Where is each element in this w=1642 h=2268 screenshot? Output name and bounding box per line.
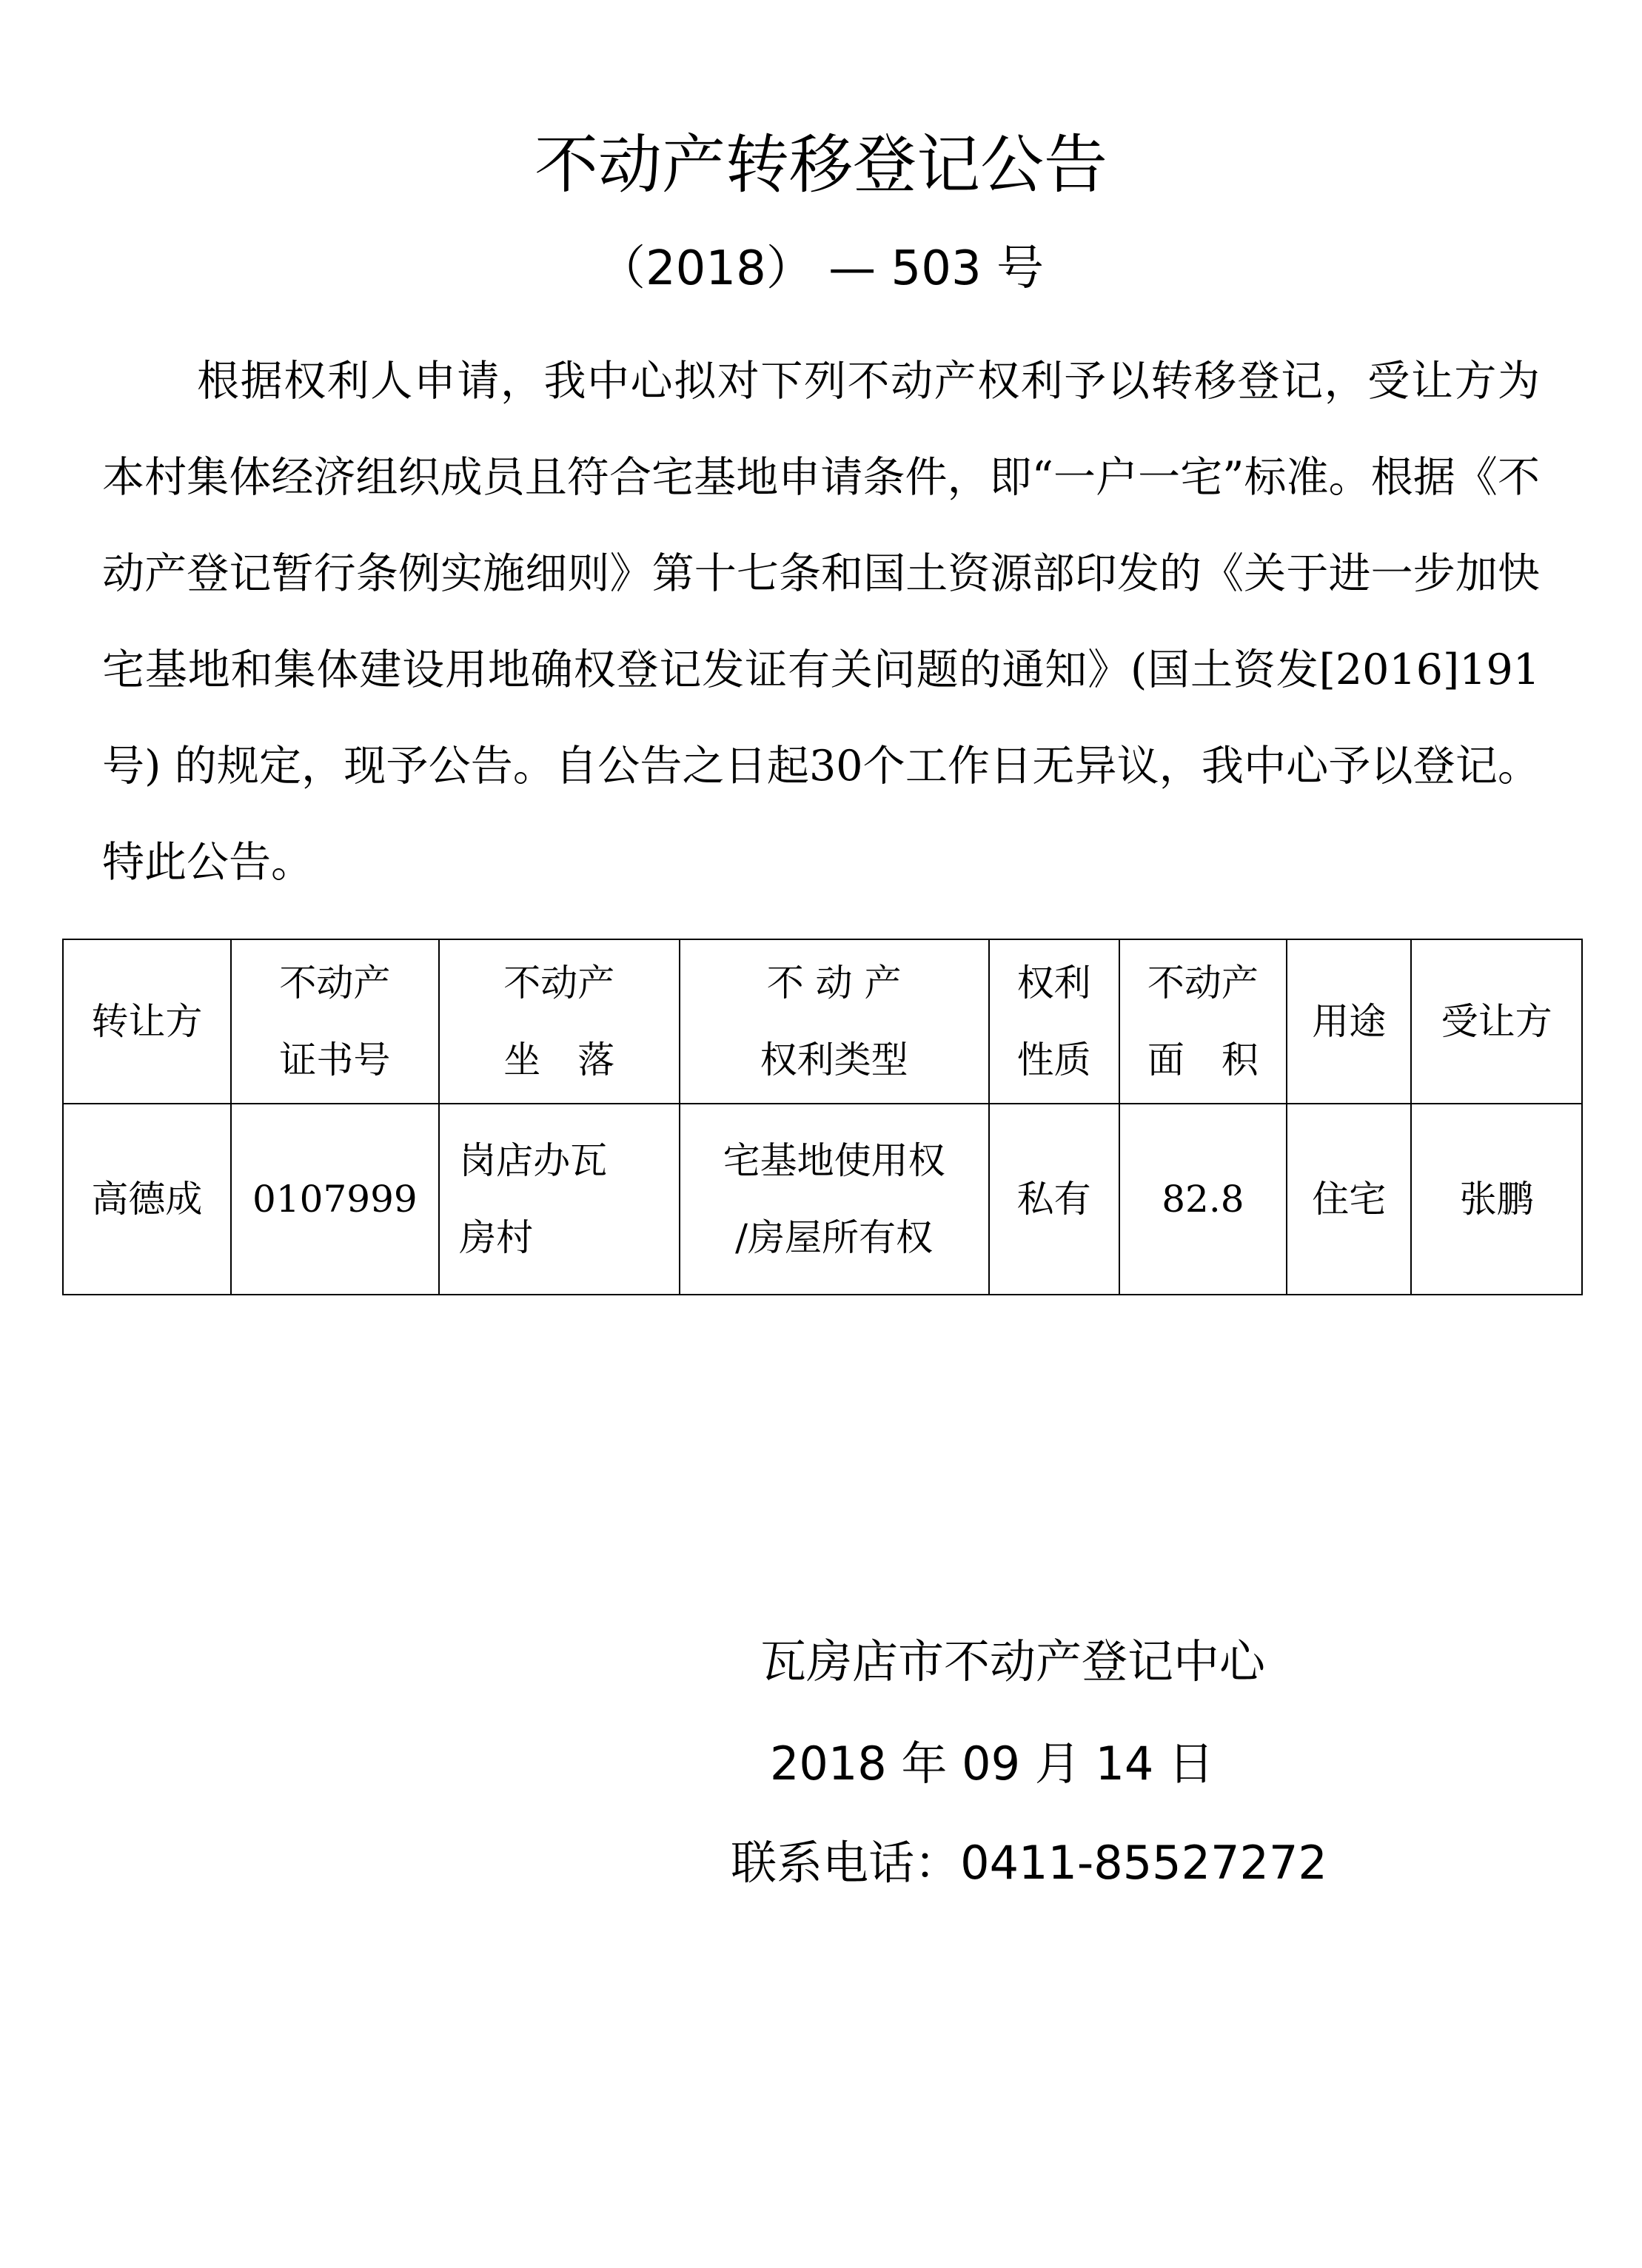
cell-certificate-no: 0107999 — [231, 1104, 439, 1295]
table-header-row — [63, 939, 1582, 1104]
issue-date: 2018 年 09 月 14 日 — [769, 1737, 1215, 1791]
cell-area: 82.8 — [1119, 1104, 1287, 1295]
cell-usage: 住宅 — [1287, 1104, 1411, 1295]
header-right-type: 不 动 产 权利类型 — [680, 939, 989, 1104]
header-right-nature: 权利 性质 — [989, 939, 1119, 1104]
issuing-organization: 瓦房店市不动产登记中心 — [760, 1634, 1265, 1688]
document-number: （2018） — 503 号 — [597, 241, 1045, 296]
header-location: 不动产 坐 落 — [439, 939, 679, 1104]
cell-location: 岗店办瓦 房村 — [439, 1104, 679, 1295]
header-transferee: 受让方 — [1411, 939, 1582, 1104]
notice-title: 不动产转移登记公告 — [535, 128, 1107, 202]
cell-transferee: 张鹏 — [1411, 1104, 1582, 1295]
contact-phone: 联系电话：0411-85527272 — [731, 1836, 1327, 1890]
cell-right-type: 宅基地使用权 /房屋所有权 — [680, 1104, 989, 1295]
cell-transferor: 高德成 — [63, 1104, 231, 1295]
header-transferor: 转让方 — [63, 939, 231, 1104]
cell-right-nature: 私有 — [989, 1104, 1119, 1295]
header-usage: 用途 — [1287, 939, 1411, 1104]
notice-body: 根据权利人申请，我中心拟对下列不动产权利予以转移登记，受让方为本村集体经济组织成员且符合宅基地申请条件，即“一户一宅”标准。根据《不动产登记暂行条例实施细则》第十七条和国土资源部印发的《关于进一步加快宅基地和集体建设用地确权登记发证有关问题的通知》(国土资发[2016]191号) 的规定，现予公告。自公告之日起30个工作日无异议，我中心予以登记。特此公告。 — [102, 357, 1540, 887]
header-certificate-no: 不动产 证书号 — [231, 939, 439, 1104]
header-area: 不动产 面 积 — [1119, 939, 1287, 1104]
property-transfer-table — [62, 939, 1583, 1295]
table-row — [63, 1104, 1582, 1295]
